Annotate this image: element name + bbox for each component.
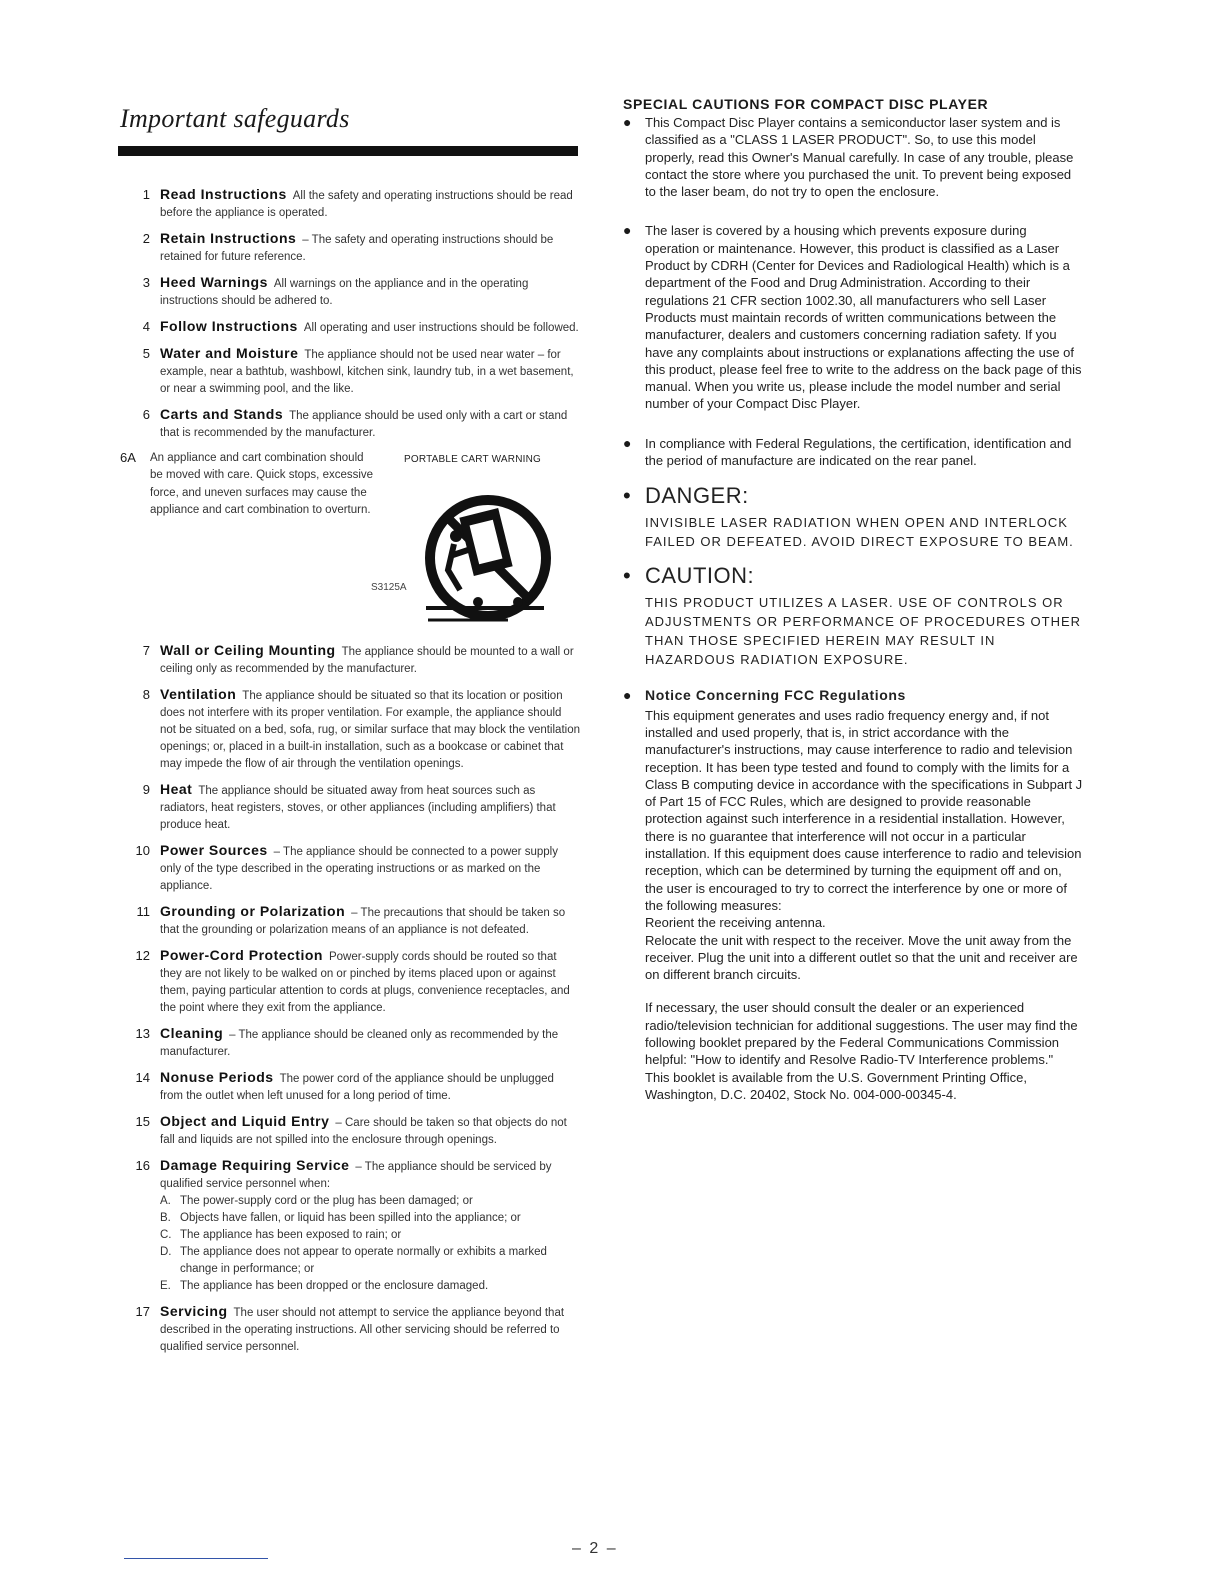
item-number: 8	[142, 687, 150, 702]
sub-letter: E.	[160, 1280, 171, 1292]
danger-text: INVISIBLE LASER RADIATION WHEN OPEN AND INTERLOCK FAILED OR DEFEATED. AVOID DIRECT EXPOSURE TO BEAM.	[645, 515, 1074, 550]
safeguard-item	[118, 1113, 580, 1149]
item-number: 6A	[120, 450, 136, 465]
title-rule	[118, 146, 578, 156]
safeguard-item	[118, 686, 580, 773]
item-number: 10	[135, 843, 150, 858]
item-number: 17	[135, 1304, 150, 1319]
item-number: 11	[136, 904, 150, 919]
danger-title: DANGER:	[645, 483, 749, 509]
safeguard-list-b	[118, 642, 580, 1149]
fcc-paragraph: This booklet is available from the U.S. Government Printing Office, Washington, D.C. 20402, Stock No. 004-000-00345-4.	[645, 1069, 1027, 1102]
fcc-paragraph: Relocate the unit with respect to the receiver. Move the unit away from the receiver. Plug the unit into a different outlet so that the unit and receiver are on different branch circuits.	[645, 932, 1078, 983]
bullet-icon: ●	[623, 687, 632, 704]
item-text: The appliance should be situated away from heat sources such as radiators, heat registers, stoves, or other appliances (including amplifiers) that produce heat.	[160, 785, 556, 831]
safeguard-item	[118, 903, 580, 939]
item-text: Power-supply cords should be routed so that they are not likely to be walked on or pinched by items placed upon or against them, paying particular attention to cords at plugs, convenience receptacles, and the point where they exit from the appliance.	[160, 951, 570, 1014]
item-heading: Damage Requiring Service	[160, 1157, 350, 1173]
sub-letter: C.	[160, 1229, 172, 1241]
safeguard-item	[118, 642, 580, 678]
safeguard-item	[118, 345, 580, 398]
item-number: 3	[142, 275, 150, 290]
cart-warning-icon	[368, 470, 568, 630]
cart-warning-block	[118, 450, 580, 628]
item-heading: Read Instructions	[160, 186, 287, 202]
item-heading: Follow Instructions	[160, 318, 298, 334]
safeguard-item	[118, 781, 580, 834]
item-text: – The safety and operating instructions should be retained for future reference.	[160, 234, 554, 263]
safeguard-item	[118, 1025, 580, 1061]
item-number: 15	[135, 1114, 150, 1129]
item-text: – The appliance should be cleaned only as recommended by the manufacturer.	[160, 1029, 559, 1058]
item-text: The appliance should not be used near water – for example, near a bathtub, washbowl, kitchen sink, laundry tub, in a wet basement, or near a swimming pool, and the like.	[160, 349, 574, 395]
sub-item	[160, 1193, 580, 1210]
safeguard-item	[118, 318, 580, 337]
sub-text: The appliance has been exposed to rain; or	[180, 1229, 402, 1241]
item-number: 9	[142, 782, 150, 797]
item-number: 14	[135, 1070, 150, 1085]
item-text: – The precautions that should be taken so that the grounding or polarization means of an appliance is not defeated.	[160, 907, 566, 936]
item-number: 12	[135, 948, 150, 963]
safeguard-item	[118, 230, 580, 266]
page-number: – 2 –	[572, 1540, 618, 1557]
cautions-heading: SPECIAL CAUTIONS FOR COMPACT DISC PLAYER	[623, 96, 989, 112]
sub-text: The appliance does not appear to operate normally or exhibits a marked change in performance; or	[180, 1246, 547, 1275]
item-heading: Nonuse Periods	[160, 1069, 274, 1085]
sub-text: The power-supply cord or the plug has been damaged; or	[180, 1195, 473, 1207]
sub-letter: D.	[160, 1246, 172, 1258]
fcc-paragraph: This equipment generates and uses radio frequency energy and, if not installed and used properly, that is, in strict accordance with the manufacturer's instructions, may cause interference to radio and television reception. It has been type tested and found to comply with the limits for a Class B computing device in accordance with the specifications in Subpart J of Part 15 of FCC Rules, which are designed to provide reasonable protection against such interference in a residential installation. However, there is no guarantee that interference will not occur in a particular installation. If this equipment does cause interference to radio and television reception, which can be determined by turning the equipment off and on, the user is encouraged to try to correct the interference by one or more of the following measures:	[645, 707, 1083, 913]
sub-item	[160, 1278, 580, 1295]
caution-bullet	[623, 435, 1083, 470]
item-heading: Heed Warnings	[160, 274, 268, 290]
item-text: All warnings on the appliance and in the operating instructions should be adhered to.	[160, 278, 529, 307]
item-text: – The appliance should be connected to a power supply only of the type described in the operating instructions or as marked on the appliance.	[160, 846, 558, 892]
fcc-paragraph: Reorient the receiving antenna.	[645, 915, 826, 931]
cart-warning-text: An appliance and cart combination should be moved with care. Quick stops, excessive force, and uneven surfaces may cause the appliance and cart combination to overturn.	[150, 452, 374, 517]
bullet-icon: ●	[623, 222, 632, 239]
item-number: 7	[142, 643, 150, 658]
caution-bullet	[623, 114, 1083, 200]
safeguard-list-a	[118, 186, 580, 442]
item-heading: Power-Cord Protection	[160, 947, 323, 963]
item-heading: Heat	[160, 781, 193, 797]
sub-list	[160, 1193, 580, 1295]
item-text: The appliance should be situated so that its location or position does not interfere with its proper ventilation. For example, the appliance should not be situated on a bed, sofa, rug, or similar surface that may block the ventilation openings; or, placed in a built-in installation, such as a bookcase or cabinet that may impede the flow of air through the ventilation openings.	[160, 690, 580, 770]
bullet-icon: •	[623, 563, 631, 589]
danger-block	[623, 483, 1083, 551]
footer-line	[124, 1558, 268, 1559]
sub-letter: A.	[160, 1195, 171, 1207]
item-text: All operating and user instructions should be followed.	[303, 322, 579, 334]
item-number: 5	[142, 346, 150, 361]
item-number: 16	[135, 1158, 150, 1173]
item-heading: Power Sources	[160, 842, 268, 858]
bullet-text: The laser is covered by a housing which prevents exposure during operation or maintenance. However, this product is classified as a Laser Product by CDRH (Center for Devices and Radiological Health) which is a department of the Food and Drug Administration. According to their regulations 21 CFR section 1002.30, all manufacturers who sell Laser Products must maintain records of written communications between the manufacturer, dealers and customers concerning radiation safety. If you have any complaints about instructions or explanations affecting the use of this product, please feel free to write to the address on the back page of this manual. When you write us, please include the model number and serial number of your Compact Disc Player.	[645, 223, 1082, 412]
bullet-text: In compliance with Federal Regulations, the certification, identification and the period of manufacture are indicated on the rear panel.	[645, 435, 1072, 469]
safeguard-item	[118, 186, 580, 222]
sub-item	[160, 1210, 580, 1227]
item-number: 13	[135, 1026, 150, 1041]
item-number: 1	[142, 187, 150, 202]
safeguard-item	[118, 1069, 580, 1105]
caution-bullet	[623, 222, 1083, 412]
item-heading: Grounding or Polarization	[160, 903, 346, 919]
item-heading: Carts and Stands	[160, 406, 284, 422]
bullet-text: This Compact Disc Player contains a semiconductor laser system and is classified as a "CLASS 1 LASER PRODUCT". So, to use this model properly, read this Owner's Manual carefully. In case of any trouble, please contact the store where you purchased the unit. To prevent being exposed to the laser beam, do not try to open the enclosure.	[645, 115, 1074, 200]
safeguard-item	[118, 1157, 580, 1295]
bullet-icon: •	[623, 483, 631, 509]
bullet-icon: ●	[623, 114, 632, 130]
safeguard-item	[118, 274, 580, 310]
item-heading: Ventilation	[160, 686, 237, 702]
cautions-column	[623, 96, 1083, 1125]
item-text: The appliance should be used only with a cart or stand that is recommended by the manufacturer.	[160, 410, 568, 439]
item-text: The appliance should be mounted to a wall or ceiling only as recommended by the manufacturer.	[160, 646, 574, 675]
item-heading: Retain Instructions	[160, 230, 297, 246]
safeguard-item	[118, 947, 580, 1017]
item-number: 2	[142, 231, 150, 246]
page-title: Important safeguards	[120, 104, 350, 133]
bullet-icon: ●	[623, 434, 632, 451]
safeguard-item	[118, 842, 580, 895]
item-text: – Care should be taken so that objects do not fall and liquids are not spilled into the enclosure through openings.	[160, 1117, 567, 1146]
caution-title: CAUTION:	[645, 563, 755, 589]
item-number: 4	[142, 319, 150, 334]
sub-text: Objects have fallen, or liquid has been spilled into the appliance; or	[180, 1212, 521, 1224]
fcc-block	[623, 687, 1083, 1103]
caution-text: THIS PRODUCT UTILIZES A LASER. USE OF CONTROLS OR ADJUSTMENTS OR PERFORMANCE OF PROCEDURES OTHER THAN THOSE SPECIFIED HEREIN MAY RESULT IN HAZARDOUS RADIATION EXPOSURE.	[645, 595, 1082, 668]
sub-text: The appliance has been dropped or the enclosure damaged.	[180, 1280, 489, 1292]
safeguard-item	[118, 1303, 580, 1356]
item-number: 6	[142, 407, 150, 422]
cart-warning-caption: PORTABLE CART WARNING	[404, 454, 542, 465]
cart-warning-code: S3125A	[371, 582, 407, 593]
caution-block	[623, 563, 1083, 669]
safeguards-column	[118, 100, 580, 1364]
item-text: All the safety and operating instructions should be read before the appliance is operated.	[160, 190, 573, 219]
safeguard-item	[118, 406, 580, 442]
fcc-title: Notice Concerning FCC Regulations	[645, 687, 906, 704]
item-text: – The appliance should be serviced by qualified service personnel when:	[160, 1161, 552, 1190]
item-heading: Wall or Ceiling Mounting	[160, 642, 336, 658]
sub-item	[160, 1227, 580, 1244]
fcc-paragraph: If necessary, the user should consult the dealer or an experienced radio/television technician for additional suggestions. The user may find the following booklet prepared by the Federal Communications Commission helpful: "How to identify and Resolve Radio-TV Interference problems."	[645, 1000, 1078, 1068]
item-text: The power cord of the appliance should be unplugged from the outlet when left unused for a long period of time.	[160, 1073, 554, 1102]
sub-letter: B.	[160, 1212, 171, 1224]
item-heading: Servicing	[160, 1303, 228, 1319]
item-heading: Cleaning	[160, 1025, 224, 1041]
item-heading: Object and Liquid Entry	[160, 1113, 330, 1129]
item-text: The user should not attempt to service the appliance beyond that described in the operating instructions. All other servicing should be referred to qualified service personnel.	[160, 1307, 565, 1353]
item-heading: Water and Moisture	[160, 345, 299, 361]
sub-item	[160, 1244, 580, 1278]
